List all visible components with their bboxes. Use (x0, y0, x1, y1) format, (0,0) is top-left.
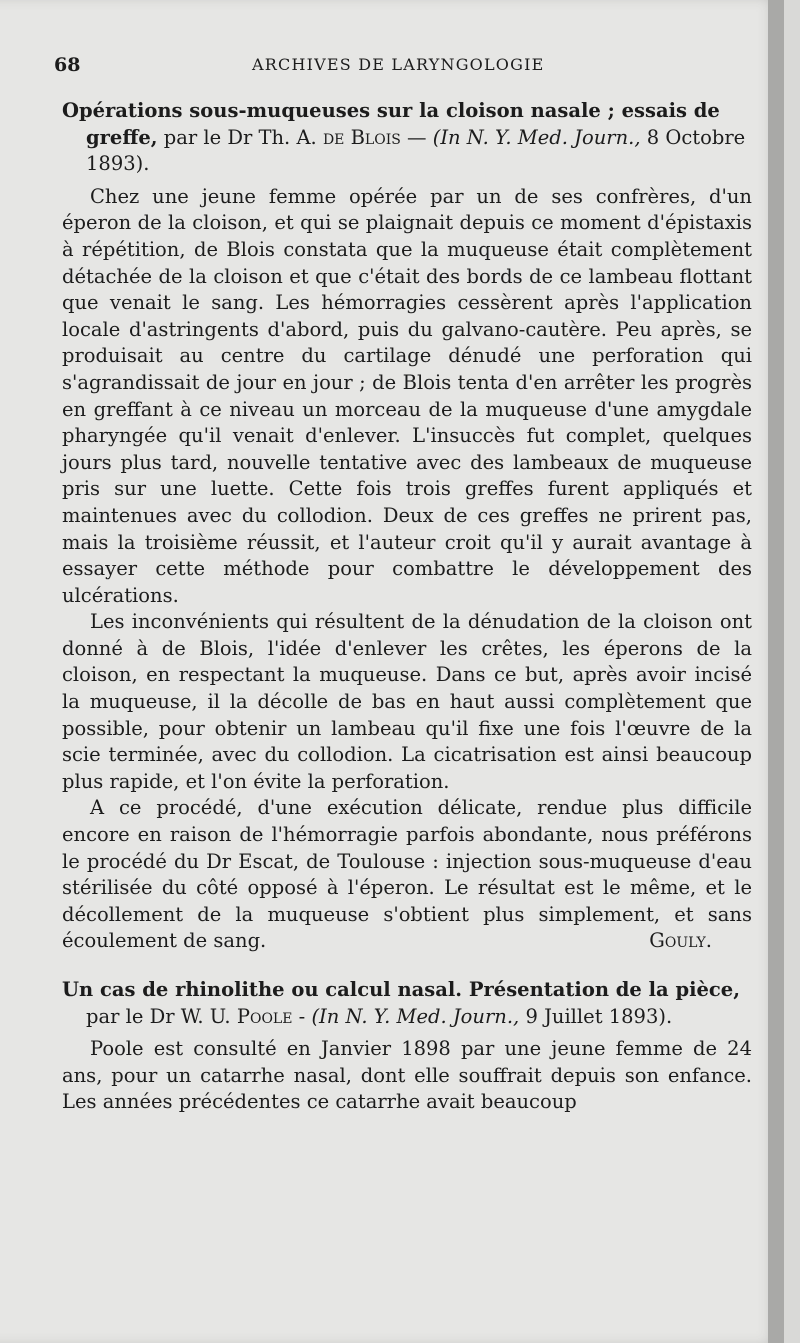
article-1-author: de Blois (322, 125, 401, 149)
journal-title: ARCHIVES DE LARYNGOLOGIE (252, 55, 545, 74)
article-2-by: par le Dr W. U. (86, 1004, 231, 1028)
article-1-dash: — (407, 125, 427, 149)
article-2-paragraph-1: Poole est consulté en Janvier 1898 par une jeune femme de 24 ans, pour un catarrhe nasal, dont elle souffrait depuis son enfance. Les années précédentes ce catarrhe avait beaucoup (62, 1037, 752, 1114)
article-1-by: par le Dr Th. A. (163, 125, 317, 149)
article-1-title: Opérations sous-muqueuses sur la cloison nasale ; essais de greffe, (62, 99, 720, 149)
article-1-paragraph-3-text: A ce procédé, d'une exécution délicate, rendue plus difficile encore en raison de l'hémorragie parfois abondante, nous préférons le procédé du Dr Escat, de Toulouse : injection sous-muqueuse d'eau stérilisée du côté opposé à l'éperon. Le résultat est le même, et le décollement de la muqueuse s'obtient plus simplement, et sans écoulement de sang. (62, 796, 752, 953)
article-2-heading (62, 977, 752, 1030)
article-2-dash: - (298, 1004, 306, 1028)
article-1-paragraph-3 (62, 795, 752, 955)
article-2-source: (In N. Y. Med. Journ., (311, 1004, 520, 1028)
article-1-paragraph-2: Les inconvénients qui résultent de la dénudation de la cloison ont donné à de Blois, l'idée d'enlever les crêtes, les éperons de la cloison, en respectant la muqueuse. Dans ce but, après avoir incisé la muqueuse, il la décolle de bas en haut aussi complètement que possible, pour obtenir un lambeau qu'il fixe une fois l'œuvre de la scie terminée, avec du collodion. La cicatrisation est ainsi beaucoup plus rapide, et l'on évite la perforation. (62, 610, 752, 793)
article-1-paragraph-1: Chez une jeune femme opérée par un de ses confrères, d'un éperon de la cloison, et qui se plaignait depuis ce moment d'épistaxis à répétition, de Blois constata que la muqueuse était complètement détachée de la cloison et que c'était des bords de ce lambeau flottant que venait le sang. Les hémorragies cessèrent après l'application locale d'astringents d'abord, puis du galvano-cautère. Peu après, se produisait au centre du cartilage dénudé une perforation qui s'agrandissait de jour en jour ; de Blois tenta d'en arrêter les progrès en greffant à ce niveau un morceau de la muqueuse d'une amygdale pharyngée qu'il venait d'enlever. L'insuccès fut complet, quelques jours plus tard, nouvelle tentative avec des lambeaux de muqueuse pris sur une luette. Cette fois trois greffes furent appliqués et maintenues avec du collodion. Deux de ces greffes ne prirent pas, mais la troisième réussit, et l'auteur croit qu'il y aurait avantage à essayer cette méthode pour combattre le développement des ulcérations. (62, 184, 752, 607)
article-1-date: 8 Octobre 1893). (86, 125, 746, 176)
page-content (54, 40, 752, 1116)
article-1-source: (In N. Y. Med. Journ., (432, 125, 641, 149)
article-1-heading (62, 98, 752, 178)
page-edge (768, 0, 784, 1343)
article-2-author: Poole (236, 1004, 293, 1028)
article-1-signature: Gouly. (649, 929, 712, 953)
article-2-title: Un cas de rhinolithe ou calcul nasal. Présentation de la pièce, (62, 978, 740, 1001)
running-head (54, 40, 752, 76)
page-number: 68 (54, 54, 81, 76)
article-2-date: 9 Juillet 1893). (525, 1004, 673, 1028)
